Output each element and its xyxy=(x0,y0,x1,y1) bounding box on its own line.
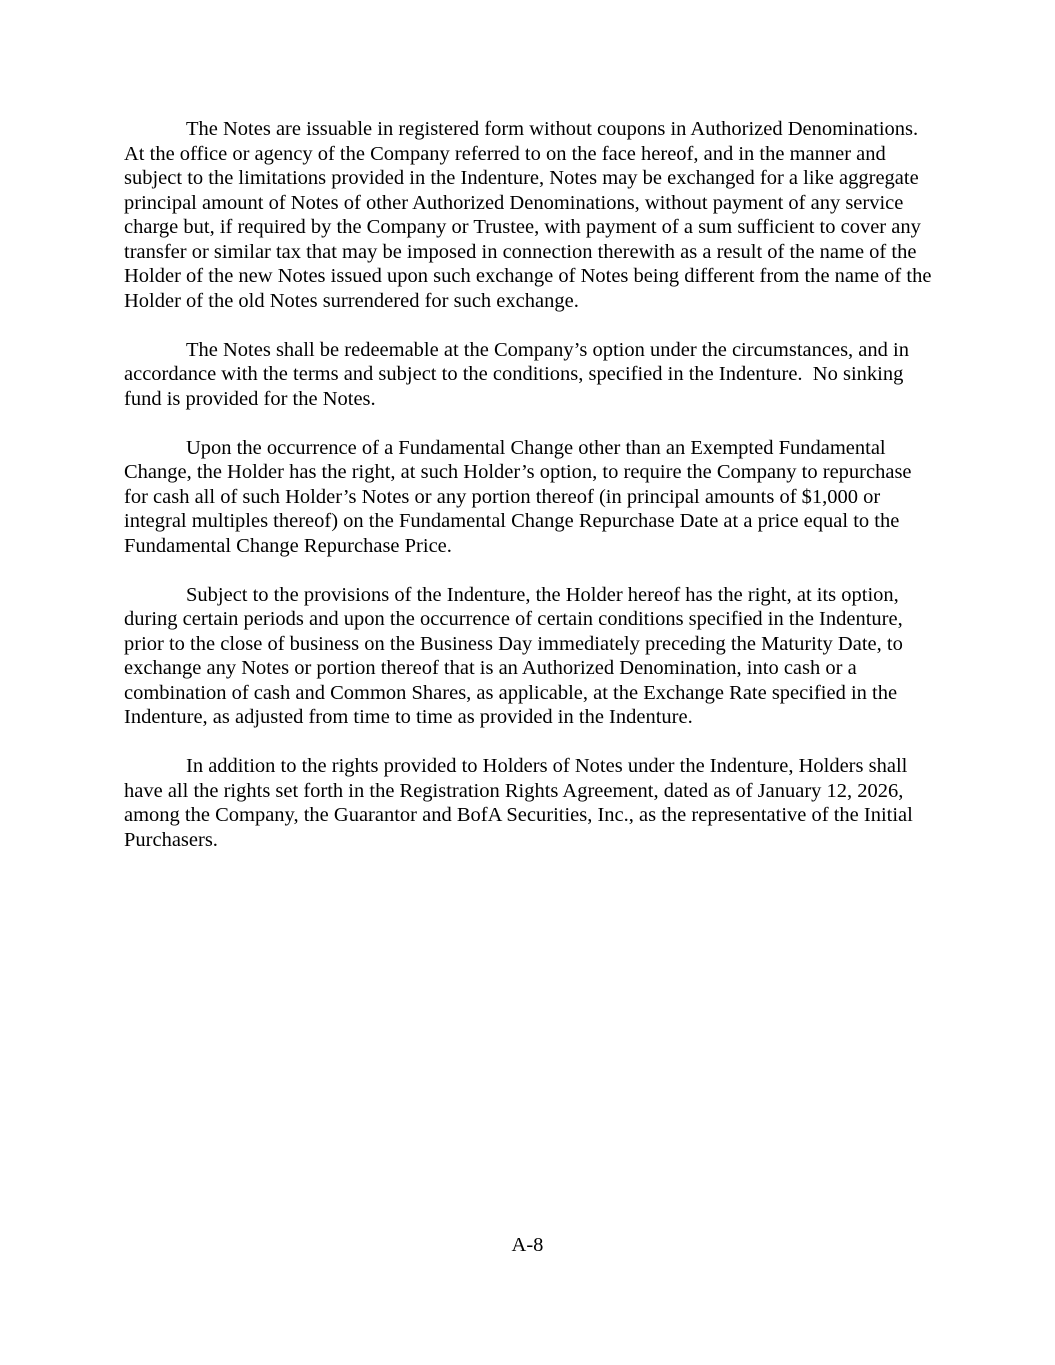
paragraph-fundamental-change: Upon the occurrence of a Fundamental Change other than an Exempted Fundamental Change, the Holder has the right, at such Holder’s option, to require the Company to repurchase for cash all of such Holder’s Notes or any portion thereof (in principal amounts of $1,000 or integral multiples thereof) on the Fundamental Change Repurchase Date at a price equal to the Fundamental Change Repurchase Price. xyxy=(124,436,917,557)
paragraph-redeemable: The Notes shall be redeemable at the Company’s option under the circumstances, and in accordance with the terms and subject to the conditions, specified in the Indenture. No sinking fund is provided for the Notes. xyxy=(124,338,915,410)
paragraph-exchange-rights: Subject to the provisions of the Indenture, the Holder hereof has the right, at its option, during certain periods and upon the occurrence of certain conditions specified in the Indenture, prior to the close of business on the Business Day immediately preceding the Maturity Date, to exchange any Notes or portion thereof that is an Authorized Denomination, into cash or a combination of cash and Common Shares, as applicable, at the Exchange Rate specified in the Indenture, as adjusted from time to time as provided in the Indenture. xyxy=(124,583,908,728)
paragraph-notes-issuable: The Notes are issuable in registered form without coupons in Authorized Denominations. At the office or agency of the Company referred to on the face hereof, and in the manner and subject to the limitations provided in the Indenture, Notes may be exchanged for a like aggregate principal amount of Notes of other Authorized Denominations, without payment of any service charge but, if required by the Company or Trustee, with payment of a sum sufficient to cover any transfer or similar tax that may be imposed in connection therewith as a result of the name of the Holder of the new Notes issued upon such exchange of Notes being different from the name of the Holder of the old Notes surrendered for such exchange. xyxy=(124,118,937,312)
paragraph-registration-rights: In addition to the rights provided to Holders of Notes under the Indenture, Holders shall have all the rights set forth in the Registration Rights Agreement, dated as of January 12, 2026, among the Company, the Guarantor and BofA Securities, Inc., as the representative of the Initial Purchasers. xyxy=(124,755,918,851)
document-body xyxy=(124,117,937,877)
page-number: A-8 xyxy=(511,1234,544,1256)
